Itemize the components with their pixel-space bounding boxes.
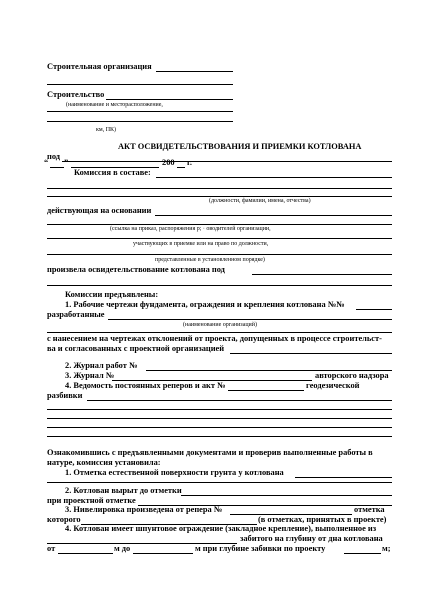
findings-item-4-m: м; — [382, 544, 391, 553]
construction-label: Строительство — [47, 90, 105, 99]
breakdown-label: разбивки — [47, 391, 83, 400]
presented-item-2: 2. Журнал работ № — [65, 361, 138, 370]
presented-item-4-right: геодезической — [306, 381, 360, 390]
from-value-line — [58, 553, 113, 554]
presented-label: Комиссии предъявлены: — [65, 290, 159, 299]
acting-basis-field-line — [155, 215, 392, 216]
findings-item-4-to: м до — [114, 544, 131, 553]
name-location-hint: (наименование и месторасположение, — [66, 102, 163, 108]
construction-field-line-2 — [47, 111, 233, 112]
findings-item-4-driving: м при глубине забивки по проекту — [195, 544, 326, 553]
acting-basis-field-line-3 — [47, 238, 392, 239]
developed-field-line — [108, 319, 392, 320]
participants-hint: участвующих в приемке или на право по должности, — [133, 241, 269, 247]
findings-item-2-design: при проектной отметке — [47, 496, 136, 505]
findings-item-2: 2. Котлован вырыт до отметки — [65, 486, 182, 495]
construction-field-line-3 — [47, 121, 233, 122]
driving-depth-line — [344, 553, 381, 554]
commission-label: Комиссия в составе: — [74, 168, 151, 177]
date-year-suffix: г. — [187, 158, 192, 167]
to-value-line — [133, 553, 193, 554]
org-field-line — [156, 71, 233, 72]
inspection-field-line-2 — [47, 285, 392, 286]
established-hint: представленные в установленном порядке) — [155, 257, 265, 263]
commission-field-line-3 — [47, 196, 392, 197]
date-year: 200 — [162, 158, 175, 167]
presented-item-4: 4. Ведомость постоянных реперов и акт № — [65, 381, 226, 390]
act-title: АКТ ОСВИДЕТЕЛЬСТВОВАНИЯ И ПРИЕМКИ КОТЛОВАНА — [118, 142, 362, 151]
surface-mark-line — [295, 477, 392, 478]
findings-intro-1: Ознакомившись с предъявленными документами и проверив выполненные работы в — [47, 448, 373, 457]
construction-field-line — [106, 99, 233, 100]
benchmarks-act-line — [228, 390, 304, 391]
breakdown-field-line — [87, 400, 392, 401]
inspection-field-line — [252, 274, 392, 275]
under-field-line — [62, 161, 392, 162]
blank-line-2 — [47, 418, 392, 419]
presented-item-1: 1. Рабочие чертежи фундамента, ограждения и крепления котлована №№ — [65, 300, 345, 309]
findings-item-3-mark: отметка — [354, 505, 385, 514]
acting-basis-field-line-4 — [47, 254, 392, 255]
deviation-field-line — [230, 353, 392, 354]
findings-intro-2: натуре, комиссия установила: — [47, 458, 161, 467]
org-label: Строительная организация — [47, 62, 152, 71]
findings-item-4-from: от — [47, 544, 56, 553]
under-label: под — [47, 152, 61, 161]
blank-line-3 — [47, 427, 392, 428]
date-quote-open: “ — [44, 158, 49, 167]
presented-item-3-right: авторского надзора — [315, 371, 389, 380]
date-quote-close: ” — [64, 158, 69, 167]
findings-item-4: 4. Котлован имеет шпунтовое ограждение (закладное крепление), выполненное из — [65, 524, 377, 533]
findings-item-1: 1. Отметка естественной поверхности грунта у котлована — [65, 468, 284, 477]
presented-item-1-developed: разработанные — [47, 310, 105, 319]
inspection-text: произвела освидетельствование котлована под — [47, 265, 225, 274]
deviation-text-2: ва и согласованных с проектной организацией — [47, 344, 225, 353]
developed-field-line-2 — [47, 332, 392, 333]
org-names-hint: (наименование организаций) — [183, 322, 257, 328]
acting-basis-field-line-2 — [47, 224, 392, 225]
findings-item-4-depth: забитого на глубину от дна котлована — [240, 534, 383, 543]
commission-hint: (должности, фамилии, имена, отчества) — [209, 198, 311, 204]
findings-item-3-which: которого — [47, 515, 81, 524]
org-field-line-2 — [47, 84, 233, 85]
drawings-number-line — [356, 309, 392, 310]
commission-field-line-2 — [47, 188, 392, 189]
pit-depth-line — [181, 495, 392, 496]
deviation-text-1: с нанесением на чертежах отклонений от проекта, допущенных в процессе строительст- — [47, 334, 382, 343]
date-year-line — [177, 167, 185, 168]
order-hint: (ссылка на приказ, распоряжения р; · оводителей организации, — [110, 226, 271, 232]
acting-basis-label: действующая на основании — [47, 206, 152, 215]
km-pk-hint: км, ПК) — [96, 127, 117, 133]
blank-line-4 — [47, 436, 392, 437]
commission-field-line — [156, 177, 392, 178]
blank-line-1 — [47, 409, 392, 410]
findings-item-3: 3. Нивелировка произведена от репера № — [65, 505, 223, 514]
surface-mark-line-2 — [47, 482, 392, 483]
presented-item-3: 3. Журнал № — [65, 371, 115, 380]
findings-item-3-note: (в отметках, принятых в проекте) — [258, 515, 387, 524]
date-day-line — [50, 167, 64, 168]
